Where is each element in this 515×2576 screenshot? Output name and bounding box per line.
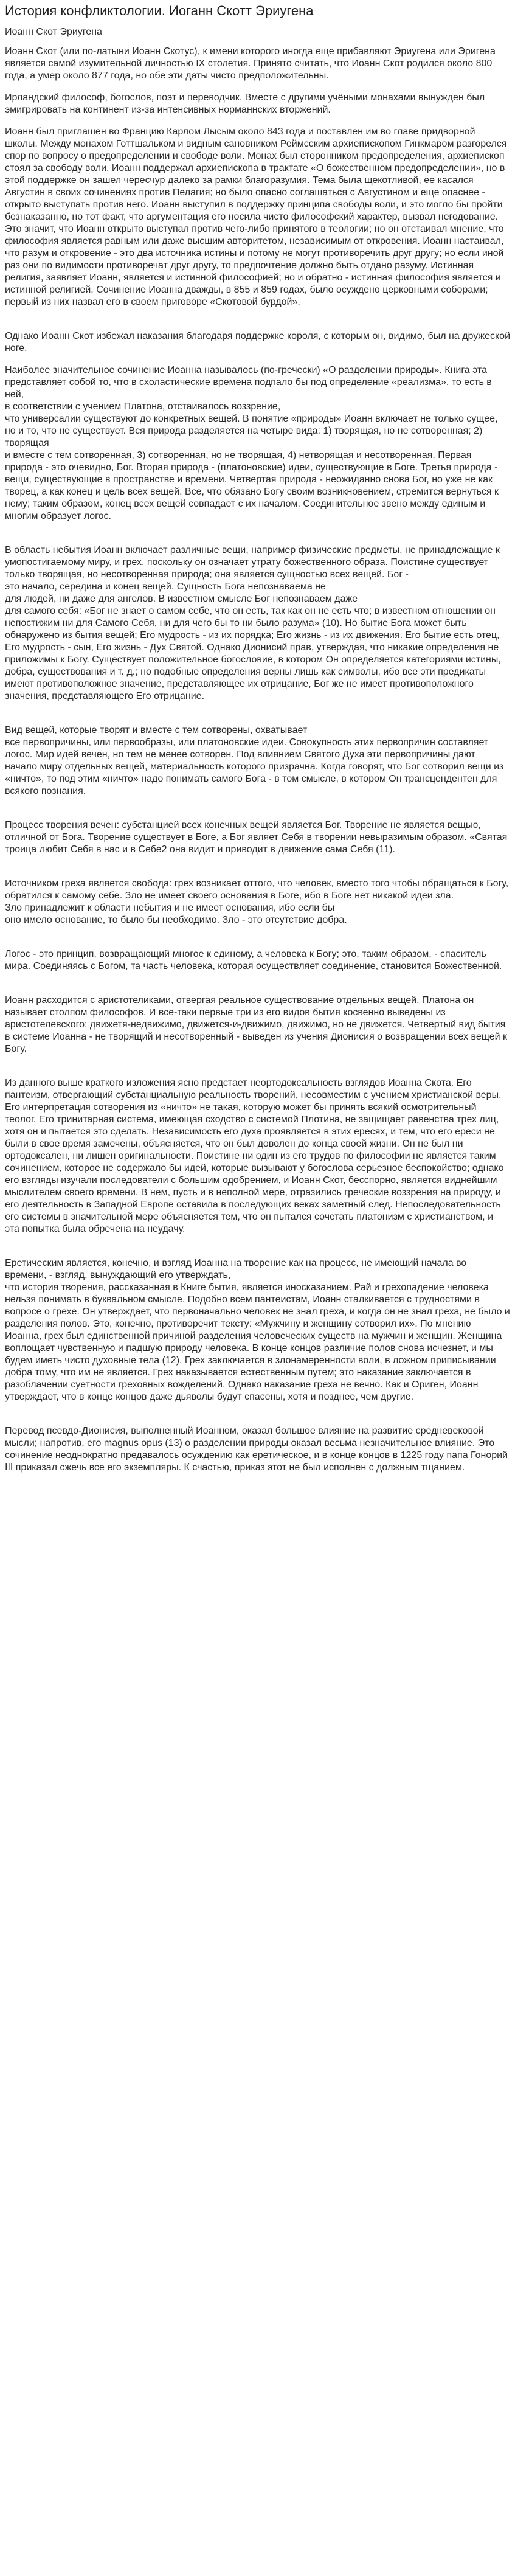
paragraph: Иоанн Скот (или по-латыни Иоанн Скотус), к имени которого иногда еще прибавляют Эриугена или Эригена является самой изумительной личностью IX столетия. Принято считать, что Иоанн Скот родился около 800 года, а умер около 877 года, но обе эти даты чисто предположительны. — [5, 46, 496, 81]
paragraph-spacer — [5, 807, 510, 819]
paragraph: Иоанн был приглашен во Францию Карлом Лысым около 843 года и поставлен им во главе придворной школы. Между монахом Готтшальком и видным сановником Реймсским архиепископом Гинкмаром разгорелся спор по вопросу о предопределении и свободе воли. Монах был сторонником предопределения, архиепископ стоял за свободу воли. Иоанн поддержал архиепископа в трактате «О божественном предопределении», но в этой поддержке он зашел чересчур далеко за рамки благоразумия. Тема была щекотливой, ее касался Августин в своих сочинениях против Пелагия; но было опасно соглашаться с Августином и еще опаснее - открыто выступать против него. Иоанн выступил в поддержку принципа свободы воли, и это могло бы пройти безнаказанно, но тот факт, что аргументация его носила чисто философский характер, вызвал негодование. Это значит, что Иоанн открыто выступал против чего-либо принятого в теологии; но он отстаивал мнение, что философия является равным или даже высшим авторитетом, независимым от откровения. Иоанн настаивал, что разум и откровение - это два источника истины и потому не могут противоречить друг другу; но если иной раз они по видимости противоречат друг другу, то предпочтение должно быть отдано разуму. Истинная религия, заявляет Иоанн, является и истинной философией; но и обратно - истинная философия является и истинной религией. Сочинение Иоанна дважды, в 855 и 859 годах, было осуждено церковными соборами; первый из них назвал его в своем приговоре «Скотовой бурдой». — [5, 127, 507, 307]
page-title: История конфликтологии. Иоганн Скотт Эриугена — [5, 3, 314, 18]
paragraph-spacer — [5, 532, 510, 544]
paragraph: Из данного выше краткого изложения ясно предстает неортодоксальность взглядов Иоанна Скота. Его пантеизм, отвергающий субстанциальную реальность творений, несовместим с учением христианской веры. Его интерпретация сотворения из «ничто» не такая, которую может бы принять всякий осмотрительный теолог. Его тринитарная система, имеющая сходство с системой Плотина, не защищает равенства трех лиц, хотя он и пытается это сделать. Независимость его духа проявляется в этих ересях, и тем, что его ереси не были в свое время замечены, объясняется, что он был доволен до конца своей жизни. Он не был ни ортодоксален, ни лишен оригинальности. Поистине ни один из его трудов по философии не является таким сочинением, которое не содержало бы идей, которые вызывают у богослова серьезное беспокойство; однако его взгляды изучали последователи с большим одобрением, и Иоанн Скот, бесспорно, является виднейшим мыслителем своего времени. В нем, пусть и в неполной мере, отразились греческие воззрения на природу, и его деятельность в Западной Европе оставила в последующих веках заметный след. Непоследовательность его системы в значительной мере объясняется тем, что он пытался сочетать платонизм с христианством, и эта попытка была обречена на неудачу. — [5, 1078, 504, 1234]
paragraph: Еретическим является, конечно, и взгляд Иоанна на творение как на процесс, не имеющий начала во времени, - взгляд, вынуждающий его утверждать, что история творения, рассказанная в Книге бытия, является иносказанием. Рай и грехопадение человека нельзя понимать в буквальном смысле. Подобно всем пантеистам, Иоанн сталкивается с трудностями в вопросе о грехе. Он утверждает, что первоначально человек не знал греха, и когда он не знал греха, не было и разделения полов. Это, конечно, противоречит тексту: «Мужчину и женщину сотворил их». По мнению Иоанна, грех был единственной причиной разделения человеческих существ на мужчин и женщин. Женщина воплощает чувственную и падшую природу человека. В конце концов различие полов снова исчезнет, и мы будем иметь чисто духовные тела (12). Грех заключается в злонамеренности воли, в ложном приписывании добра тому, что им не является. Грех наказывается естественным путем; это наказание заключается в разоблачении суетности греховных вожделений. Однако наказание греха не вечно. Как и Ориген, Иоанн утверждает, что в конце концов даже дьяволы будут спасены, хотя и позднее, чем другие. — [5, 1258, 510, 1402]
paragraph-spacer — [5, 318, 510, 330]
paragraph-spacer — [5, 936, 510, 948]
paragraph: Однако Иоанн Скот избежал наказания благодаря поддержке короля, с которым он, видимо, был на дружеской ноге. — [5, 331, 511, 353]
paragraph-spacer — [5, 866, 510, 878]
paragraph-spacer — [5, 982, 510, 995]
paragraph: Иоанн расходится с аристотеликами, отвергая реальное существование отдельных вещей. Платона он называет столпом философов. И все-таки первые три из его видов бытия косвенно выведены из аристотелевского: движетя-недвижимо, движется-и-движимо, движимо, но не движется. Четвертый вид бытия в системе Иоанна - не творящий и несотворенный - выведен из учения Дионисия о возвращении всех вещей к Богу. — [5, 995, 508, 1054]
paragraph-spacer — [5, 1245, 510, 1257]
paragraph-spacer — [5, 1413, 510, 1425]
paragraph: Источником греха является свобода: грех возникает оттого, что человек, вместо того чтобы обращаться к Богу, обратился к самому себе. Зло не имеет своего основания в Боге, ибо в Боге нет никакой идеи зла. Зло принадлежит к области небытия и не имеет основания, ибо если бы оно имело основание, то было бы необходимо. Зло - это отсутствие добра. — [5, 878, 509, 925]
paragraph-spacer — [5, 712, 510, 724]
paragraph: Логос - это принцип, возвращающий многое к единому, а человека к Богу; это, таким образом, - спаситель мира. Соединяясь с Богом, та часть человека, которая осуществляет соединение, становится Божественной. — [5, 949, 502, 971]
paragraph: В область небытия Иоанн включает различные вещи, например физические предметы, не принадлежащие к умопостигаемому миру, и грех, поскольку он означает утрату божественного образа. Поистине существует только творящая, но несотворенная природа; она является сущностью всех вещей. Бог - это начало, середина и конец вещей. Сущность Бога непознаваема не для людей, ни даже для ангелов. В известном смысле Бог непознаваем даже для самого себя: «Бог не знает о самом себе, что он есть, так как он не есть что; в известном отношении он непостижим ни для Самого Себя, ни для чего бы то ни было разума» (10). Но бытие Бога может быть обнаружено из бытия вещей; Его мудрость - из их порядка; Его жизнь - из их движения. Его бытие есть отец, Его мудрость - сын, Его жизнь - Дух Святой. Однако Дионисий прав, утверждая, что никакие определения не приложимы к Богу. Существует положительное богословие, в котором Он определяется категориями истины, добра, существования и т. д.; но подобные определения верны лишь как символы, ибо все эти предикаты имеют противоположное значение, представляющее их отрицание, Бог же не имеет противоположного значения, представляющего Его отрицание. — [5, 545, 501, 701]
article-subtitle: Иоанн Скот Эриугена — [5, 27, 102, 37]
paragraph: Наиболее значительное сочинение Иоанна называлось (по-гречески) «О разделении природы». Книга эта представляет собой то, что в схоластические времена подпало бы под определение «реализма», то есть в ней, в соответствии с учением Платона, отстаивалось воззрение, что универсалии существуют до конкретных вещей. В понятие «природы» Иоанн включает не только сущее, но и то, что не существует. Вся природа разделяется на четыре вида: 1) творящая, но не сотворенная; 2) творящая и вместе с тем сотворенная, 3) сотворенная, но не творящая, 4) нетворящая и несотворенная. Первая природа - это очевидно, Бог. Вторая природа - (платоновские) идеи, существующие в Боге. Третья природа - вещи, существующие в пространстве и времени. Четвертая природа - неожиданно снова Бог, но уже не как творец, а как конец и цель всех вещей. Все, что обязано Богу своим возникновением, стремится вернуться к нему; таким образом, конец всех вещей совпадает с их началом. Соединительное звено между единым и многим образует логос. — [5, 365, 499, 521]
paragraph: Вид вещей, которые творят и вместе с тем сотворены, охватывает все первопричины, или первообразы, или платоновские идеи. Совокупность этих первопричин составляет логос. Мир идей вечен, но тем не менее сотворен. Под влиянием Святого Духа эти первопричины дают начало миру отдельных вещей, материальность которого призрачна. Когда говорят, что Бог сотворил вещи из «ничто», то под этим «ничто» надо понимать самого Бога - в том смысле, в котором Он трансцендентен для всякого познания. — [5, 725, 504, 796]
paragraph: Ирландский философ, богослов, поэт и переводчик. Вместе с другими учёными монахами вынужден был эмигрировать на континент из-за интенсивных норманнских вторжений. — [5, 92, 485, 115]
paragraph-spacer — [5, 1065, 510, 1077]
article — [0, 2, 515, 1474]
article-body — [5, 46, 510, 1474]
paragraph: Перевод псевдо-Дионисия, выполненный Иоанном, оказал большое влияние на развитие средневековой мысли; напротив, его magnus opus (13) о разделении природы оказал весьма незначительное влияние. Это сочинение неоднократно предавалось осуждению как еретическое, и в конце концов в 1225 году папа Гонорий III приказал сжечь все его экземпляры. К счастью, приказ этот не был исполнен с должным тщанием. — [5, 1426, 508, 1473]
paragraph: Процесс творения вечен: субстанцией всех конечных вещей является Бог. Творение не является вещью, отличной от Бога. Творение существует в Боге, а Бог являет Себя в творении невыразимым образом. «Святая троица любит Себя в нас и в Себе2 она видит и приводит в движение сама Себя (11). — [5, 820, 508, 855]
